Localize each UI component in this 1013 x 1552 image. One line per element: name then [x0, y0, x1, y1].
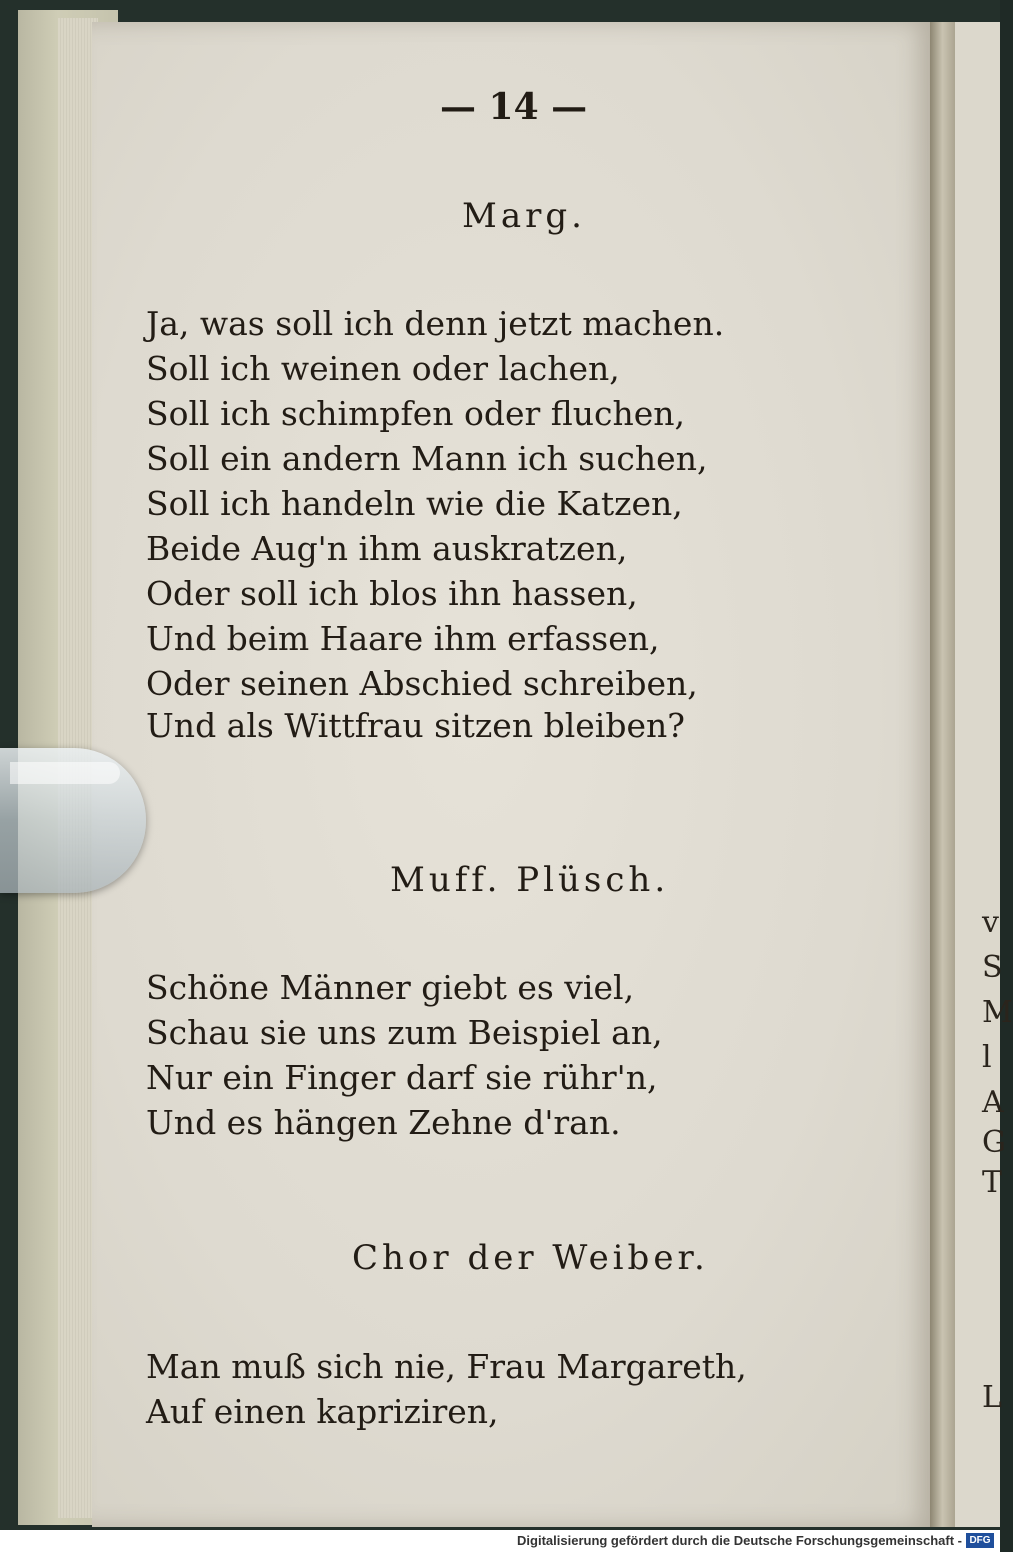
- page-number: — 14 —: [440, 86, 588, 128]
- dfg-logo: DFG: [966, 1533, 994, 1548]
- right-page-glyph: l: [982, 1040, 992, 1075]
- verse-line: Oder seinen Abschied schreiben,: [146, 664, 698, 703]
- right-page-glyph: v: [982, 905, 999, 940]
- verse-line: Soll ich weinen oder lachen,: [146, 349, 620, 388]
- glass-highlight: [10, 762, 120, 784]
- verse-line: Und es hängen Zehne d'ran.: [146, 1103, 621, 1142]
- verse-line: Nur ein Finger darf sie rühr'n,: [146, 1058, 658, 1097]
- right-page-edge: [955, 22, 1003, 1527]
- verse-line: Beide Aug'n ihm auskratzen,: [146, 529, 628, 568]
- left-page: [92, 22, 937, 1527]
- speaker-heading: Chor der Weiber.: [352, 1238, 709, 1278]
- right-page-glyph: G: [982, 1125, 1006, 1160]
- verse-line: Schöne Männer giebt es viel,: [146, 968, 635, 1007]
- verse-line: Und als Wittfrau sitzen bleiben?: [146, 706, 685, 745]
- verse-line: Auf einen kapriziren,: [146, 1392, 499, 1431]
- right-page-glyph: S: [982, 950, 1003, 985]
- verse-line: Soll ich handeln wie die Katzen,: [146, 484, 683, 523]
- footer-credit: Digitalisierung gefördert durch die Deutsche Forschungsgemeinschaft -: [517, 1533, 962, 1548]
- verse-line: Soll ein andern Mann ich suchen,: [146, 439, 708, 478]
- verse-line: Soll ich schimpfen oder fluchen,: [146, 394, 686, 433]
- speaker-heading: Marg.: [462, 196, 586, 236]
- verse-line: Schau sie uns zum Beispiel an,: [146, 1013, 663, 1052]
- verse-line: Ja, was soll ich denn jetzt machen.: [146, 304, 725, 343]
- verse-line: Man muß sich nie, Frau Margareth,: [146, 1347, 747, 1386]
- book-gutter: [930, 22, 958, 1527]
- right-page-glyph: L: [982, 1380, 1002, 1415]
- verse-line: Oder soll ich blos ihn hassen,: [146, 574, 638, 613]
- speaker-heading: Muff. Plüsch.: [390, 860, 670, 900]
- right-page-glyph: T: [982, 1165, 1003, 1200]
- right-page-glyph: M: [982, 995, 1013, 1030]
- verse-line: Und beim Haare ihm erfassen,: [146, 619, 660, 658]
- right-page-glyph: A: [982, 1085, 1004, 1120]
